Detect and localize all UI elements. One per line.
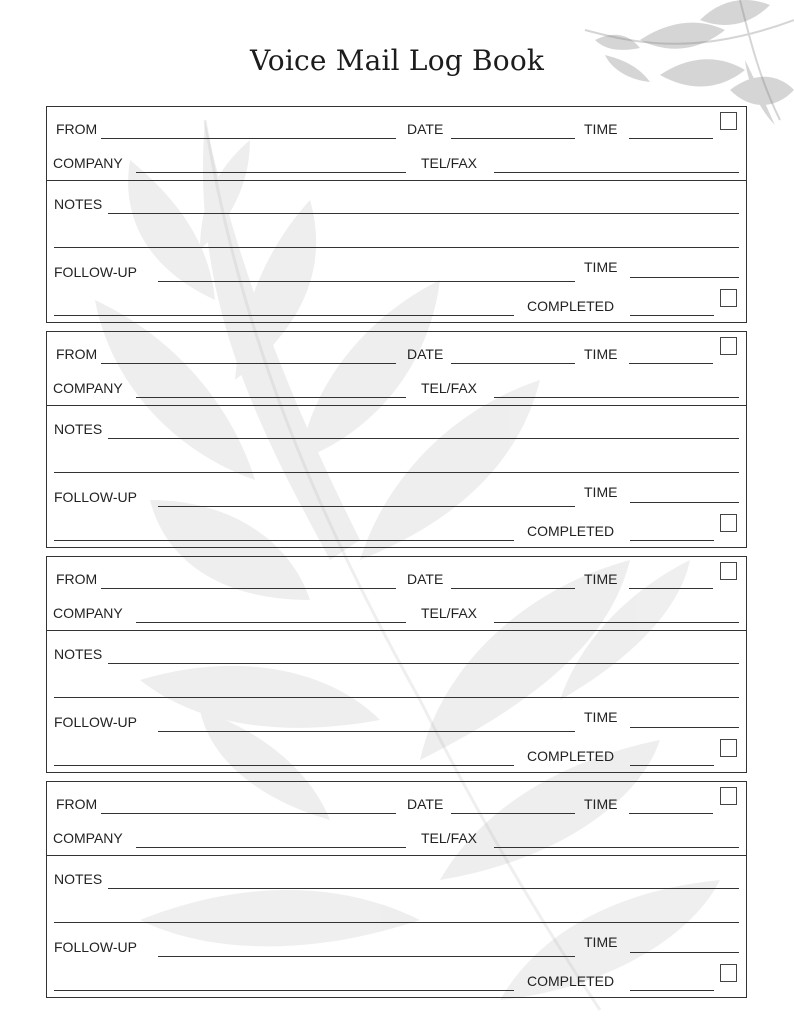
company-field[interactable]: [136, 172, 406, 173]
page-title: Voice Mail Log Book: [249, 44, 545, 77]
followup-field[interactable]: [158, 956, 575, 957]
completed-field[interactable]: [630, 315, 714, 316]
entry-checkbox[interactable]: [720, 112, 737, 130]
completed-checkbox[interactable]: [720, 739, 737, 757]
date-label: DATE: [407, 346, 444, 362]
from-label: FROM: [56, 796, 98, 812]
time-field[interactable]: [629, 813, 713, 814]
notes-line-2[interactable]: [54, 472, 739, 473]
company-label: COMPANY: [53, 830, 123, 846]
from-field[interactable]: [101, 588, 396, 589]
notes-field[interactable]: [108, 213, 739, 214]
date-field[interactable]: [451, 588, 575, 589]
company-field[interactable]: [136, 622, 406, 623]
notes-field[interactable]: [108, 888, 739, 889]
from-field[interactable]: [101, 363, 396, 364]
date-label: DATE: [407, 121, 444, 137]
notes-field[interactable]: [108, 438, 739, 439]
telfax-field[interactable]: [494, 847, 739, 848]
section-divider: [47, 405, 746, 406]
followup-time-field[interactable]: [630, 727, 739, 728]
followup-line-2[interactable]: [54, 540, 514, 541]
company-label: COMPANY: [53, 605, 123, 621]
followup-time-label: TIME: [584, 709, 618, 725]
completed-checkbox[interactable]: [720, 289, 737, 307]
completed-label: COMPLETED: [527, 973, 615, 989]
completed-label: COMPLETED: [527, 748, 615, 764]
entry-checkbox[interactable]: [720, 337, 737, 355]
from-field[interactable]: [101, 813, 396, 814]
date-field[interactable]: [451, 813, 575, 814]
company-field[interactable]: [136, 397, 406, 398]
date-field[interactable]: [451, 363, 575, 364]
time-label: TIME: [584, 346, 618, 362]
followup-label: FOLLOW-UP: [54, 489, 137, 505]
notes-line-2[interactable]: [54, 922, 739, 923]
from-field[interactable]: [101, 138, 396, 139]
telfax-field[interactable]: [494, 397, 739, 398]
company-label: COMPANY: [53, 155, 123, 171]
time-label: TIME: [584, 796, 618, 812]
completed-label: COMPLETED: [527, 298, 615, 314]
followup-time-field[interactable]: [630, 952, 739, 953]
completed-label: COMPLETED: [527, 523, 615, 539]
section-divider: [47, 180, 746, 181]
notes-line-2[interactable]: [54, 697, 739, 698]
completed-checkbox[interactable]: [720, 964, 737, 982]
time-label: TIME: [584, 571, 618, 587]
telfax-field[interactable]: [494, 172, 739, 173]
followup-line-2[interactable]: [54, 990, 514, 991]
entry-checkbox[interactable]: [720, 562, 737, 580]
followup-label: FOLLOW-UP: [54, 264, 137, 280]
from-label: FROM: [56, 121, 98, 137]
followup-time-label: TIME: [584, 484, 618, 500]
time-field[interactable]: [629, 588, 713, 589]
from-label: FROM: [56, 346, 98, 362]
telfax-label: TEL/FAX: [421, 380, 478, 396]
followup-time-label: TIME: [584, 934, 618, 950]
company-label: COMPANY: [53, 380, 123, 396]
completed-field[interactable]: [630, 540, 714, 541]
section-divider: [47, 855, 746, 856]
time-label: TIME: [584, 121, 618, 137]
followup-field[interactable]: [158, 281, 575, 282]
log-entry: [46, 106, 747, 323]
followup-field[interactable]: [158, 506, 575, 507]
followup-label: FOLLOW-UP: [54, 939, 137, 955]
notes-line-2[interactable]: [54, 247, 739, 248]
telfax-label: TEL/FAX: [421, 605, 478, 621]
followup-time-label: TIME: [584, 259, 618, 275]
telfax-label: TEL/FAX: [421, 830, 478, 846]
telfax-label: TEL/FAX: [421, 155, 478, 171]
followup-label: FOLLOW-UP: [54, 714, 137, 730]
followup-field[interactable]: [158, 731, 575, 732]
date-field[interactable]: [451, 138, 575, 139]
followup-line-2[interactable]: [54, 765, 514, 766]
notes-label: NOTES: [54, 871, 103, 887]
section-divider: [47, 630, 746, 631]
date-label: DATE: [407, 796, 444, 812]
telfax-field[interactable]: [494, 622, 739, 623]
time-field[interactable]: [629, 363, 713, 364]
notes-label: NOTES: [54, 646, 103, 662]
log-entry: [46, 556, 747, 773]
followup-time-field[interactable]: [630, 277, 739, 278]
followup-time-field[interactable]: [630, 502, 739, 503]
log-entry: [46, 331, 747, 548]
company-field[interactable]: [136, 847, 406, 848]
notes-label: NOTES: [54, 421, 103, 437]
entry-checkbox[interactable]: [720, 787, 737, 805]
time-field[interactable]: [629, 138, 713, 139]
notes-field[interactable]: [108, 663, 739, 664]
notes-label: NOTES: [54, 196, 103, 212]
completed-field[interactable]: [630, 990, 714, 991]
log-entry: [46, 781, 747, 998]
followup-line-2[interactable]: [54, 315, 514, 316]
completed-checkbox[interactable]: [720, 514, 737, 532]
date-label: DATE: [407, 571, 444, 587]
completed-field[interactable]: [630, 765, 714, 766]
from-label: FROM: [56, 571, 98, 587]
